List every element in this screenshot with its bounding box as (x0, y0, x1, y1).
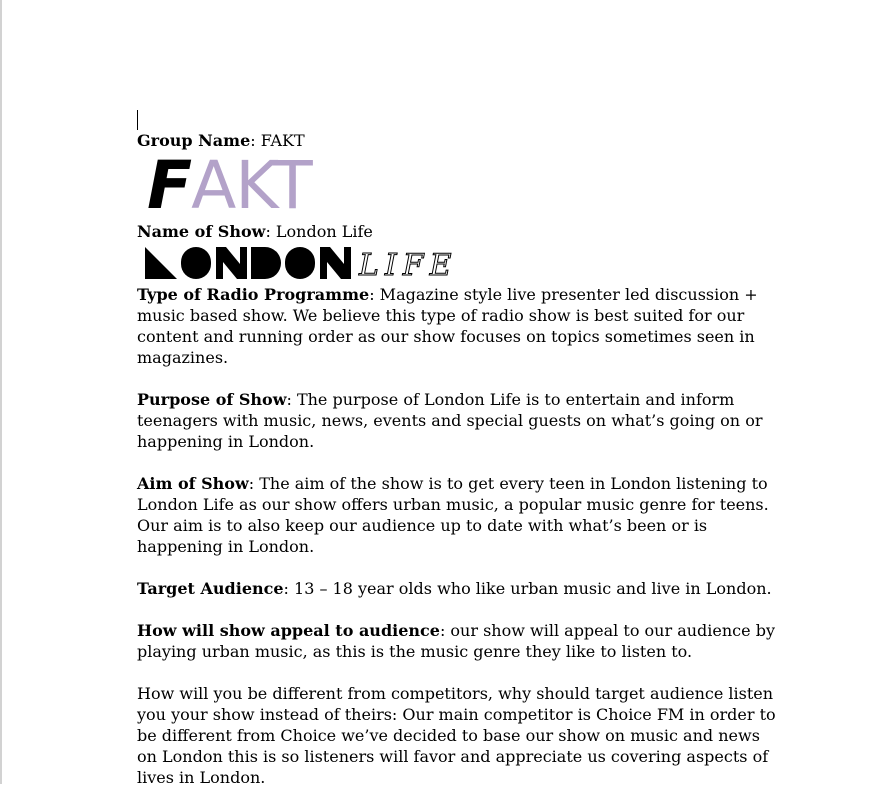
document-body[interactable] (137, 130, 777, 788)
purpose-paragraph: Purpose of Show: The purpose of London Life is to entertain and inform teenagers with music, news, events and special guests on what’s going on or happening in London. (137, 390, 763, 451)
show-name-value: : London Life (265, 222, 373, 241)
target-audience-label: Target Audience (137, 579, 284, 598)
svg-text:LIFE: LIFE (359, 248, 458, 283)
text-cursor (137, 110, 138, 130)
appeal-paragraph: How will show appeal to audience: our show will appeal to our audience by playing urban music, as this is the music genre they like to listen to. (137, 621, 775, 661)
competitors-paragraph: How will you be different from competitors, why should target audience listen you your show instead of theirs: Our main competitor is Choice FM in order to be different from Choice we’ve decided to base our show on music and news on London this is so listeners will favor and appreciate us covering aspects of lives in London. (137, 684, 776, 787)
page-left-border (0, 0, 2, 784)
aim-paragraph: Aim of Show: The aim of the show is to get every teen in London listening to London Life as our show offers urban music, a popular music genre for teens. Our aim is to also keep our audience up to date with what’s been or is happening in London. (137, 474, 769, 556)
fakt-logo: FAKT (147, 147, 312, 224)
show-name-label: Name of Show (137, 222, 266, 241)
appeal-label: How will show appeal to audience (137, 621, 440, 640)
show-name-line (137, 221, 777, 242)
aim-label: Aim of Show (137, 474, 249, 493)
target-audience-paragraph: Target Audience: 13 – 18 year olds who like urban music and live in London. (137, 579, 772, 598)
purpose-label: Purpose of Show (137, 390, 287, 409)
group-name-value: : FAKT (250, 131, 305, 150)
london-life-logo-graphic (137, 242, 482, 284)
programme-type-label: Type of Radio Programme (137, 285, 370, 304)
programme-type-paragraph: Type of Radio Programme: Magazine style live presenter led discussion + music based show. We believe this type of radio show is best suited for our content and running order as our show focuses on topics sometimes seen in magazines. (137, 285, 758, 367)
group-name-label: Group Name (137, 131, 251, 150)
london-life-logo (137, 242, 777, 284)
